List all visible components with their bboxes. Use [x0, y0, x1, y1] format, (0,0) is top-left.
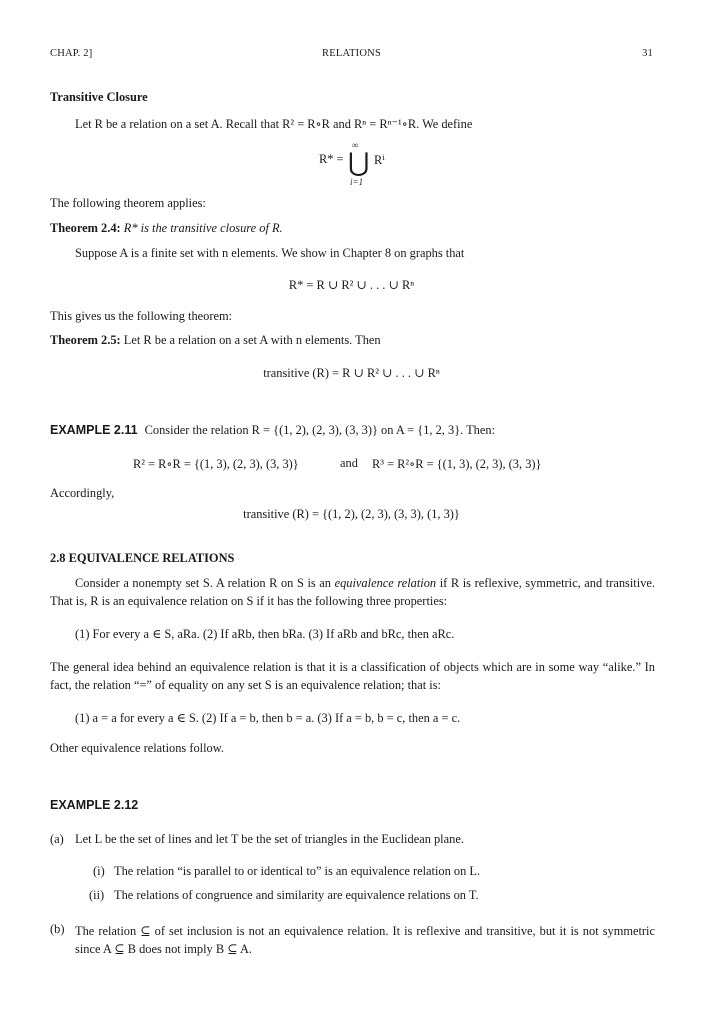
theorem-2-5-label: Theorem 2.5: — [50, 333, 121, 347]
theorem-2-4 — [50, 221, 283, 236]
item-b-text: The relation ⊆ of set inclusion is not an equivalence relation. It is reflexive and transitive, but it is not symmetric since A ⊆ B does not imply B ⊆ A. — [75, 924, 655, 956]
theorem-2-4-label: Theorem 2.4: — [50, 221, 121, 235]
example-2-11-transitive: transitive (R) = {(1, 2), (2, 3), (3, 3), (1, 3)} — [243, 507, 460, 521]
page-number: 31 — [642, 48, 653, 59]
transitive-intro: Let R be a relation on a set A. Recall that R² = R∘R and Rⁿ = Rⁿ⁻¹∘R. We define — [75, 117, 473, 131]
example-2-11-label: EXAMPLE 2.11 — [50, 423, 138, 437]
item-a-text: Let L be the set of lines and let T be the set of triangles in the Euclidean plane. — [75, 832, 464, 846]
example-2-12-label: EXAMPLE 2.12 — [50, 798, 139, 812]
p1-term: equivalence relation — [334, 576, 437, 590]
running-head-title: RELATIONS — [322, 48, 381, 59]
applies-text: The following theorem applies: — [50, 196, 206, 210]
p1-before: Consider a nonempty set S. A relation R on S is an — [75, 576, 335, 590]
union-upper-limit: ∞ — [352, 140, 359, 150]
theorem-2-5-text: Let R be a relation on a set A with n elements. Then — [123, 333, 381, 347]
finite-union-equation: R* = R ∪ R² ∪ . . . ∪ Rⁿ — [288, 278, 415, 292]
big-union-symbol: ⋃ — [348, 148, 370, 177]
item-a-label: (a) — [50, 832, 64, 846]
equivalence-properties: (1) For every a ∈ S, aRa. (2) If aRb, then bRa. (3) If aRb and bRc, then aRc. — [75, 627, 455, 641]
theorem-2-5 — [50, 333, 381, 348]
item-ii-label: (ii) — [89, 888, 105, 902]
definition-term: Rⁱ — [374, 153, 385, 167]
section-heading: 2.8 EQUIVALENCE RELATIONS — [50, 551, 235, 565]
theorem-2-4-text: R* is the transitive closure of R. — [123, 221, 283, 235]
equivalence-definition-paragraph — [50, 574, 655, 610]
p1-after: if R is reflexive, symmetric, and transitive. That is, R is an equivalence relation on S if it has the following three properties: — [50, 576, 655, 608]
finite-set-text: Suppose A is a finite set with n elements. We show in Chapter 8 on graphs that — [75, 246, 465, 260]
example-2-11-eq-r3: R³ = R²∘R = {(1, 3), (2, 3), (3, 3)} — [372, 457, 542, 471]
definition-lhs: R* = — [319, 152, 344, 166]
other-relations-text: Other equivalence relations follow. — [50, 741, 224, 755]
general-idea-paragraph: The general idea behind an equivalence relation is that it is a classification of objects which are in some way “alike.” In fact, the relation “=” of equality on any set S is an equivalence relation; that is: — [50, 660, 655, 692]
item-b-label: (b) — [50, 922, 65, 936]
item-i-label: (i) — [93, 864, 105, 878]
union-lower-limit: i=1 — [350, 177, 364, 187]
example-2-11-eq-r2: R² = R∘R = {(1, 3), (2, 3), (3, 3)} — [133, 457, 299, 471]
gives-text: This gives us the following theorem: — [50, 309, 233, 323]
accordingly-text: Accordingly, — [50, 486, 115, 500]
item-i-text: The relation “is parallel to or identical to” is an equivalence relation on L. — [114, 864, 481, 878]
example-2-11 — [50, 423, 495, 438]
equality-properties: (1) a = a for every a ∈ S. (2) If a = b, then b = a. (3) If a = b, b = c, then a = c. — [75, 711, 461, 725]
theorem-2-5-equation: transitive (R) = R ∪ R² ∪ . . . ∪ Rⁿ — [263, 366, 440, 380]
subsection-heading: Transitive Closure — [50, 90, 148, 104]
example-2-11-text: Consider the relation R = {(1, 2), (2, 3), (3, 3)} on A = {1, 2, 3}. Then: — [144, 423, 496, 437]
example-2-11-and: and — [340, 456, 358, 470]
running-head-chapter: CHAP. 2] — [50, 48, 93, 59]
item-ii-text: The relations of congruence and similarity are equivalence relations on T. — [114, 888, 479, 902]
